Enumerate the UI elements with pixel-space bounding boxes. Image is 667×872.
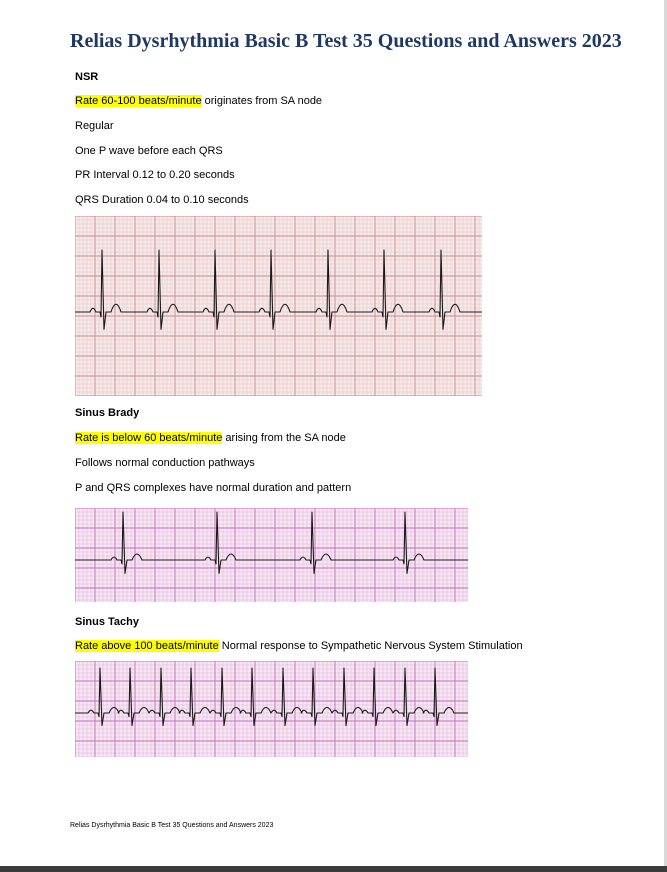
nsr-line-regular: Regular <box>75 120 114 132</box>
tachy-rate-highlight: Rate above 100 beats/minute <box>75 640 219 652</box>
nsr-rate-line <box>75 95 322 107</box>
nsr-line-p-wave: One P wave before each QRS <box>75 145 223 157</box>
brady-rate-highlight: Rate is below 60 beats/minute <box>75 432 223 444</box>
nsr-heading: NSR <box>75 71 99 83</box>
brady-heading: Sinus Brady <box>75 407 140 419</box>
page-footer: Relias Dysrhythmia Basic B Test 35 Questions and Answers 2023 <box>70 822 274 829</box>
tachy-rate-line <box>75 640 523 652</box>
nsr-rate-highlight: Rate 60-100 beats/minute <box>75 95 202 107</box>
viewer-bottom-bar <box>0 866 667 872</box>
brady-line-conduction: Follows normal conduction pathways <box>75 457 255 469</box>
tachy-ecg-strip <box>75 661 468 757</box>
brady-rate-rest: arising from the SA node <box>222 432 346 444</box>
nsr-ecg-strip <box>75 216 482 396</box>
ecg-grid-background <box>75 216 482 396</box>
tachy-rate-rest: Normal response to Sympathetic Nervous System Stimulation <box>218 640 523 652</box>
brady-ecg-strip <box>75 508 468 602</box>
brady-line-complexes: P and QRS complexes have normal duration and pattern <box>75 482 352 494</box>
nsr-line-qrs-duration: QRS Duration 0.04 to 0.10 seconds <box>75 194 249 206</box>
brady-rate-line <box>75 432 346 444</box>
nsr-rate-rest: originates from SA node <box>201 95 323 107</box>
nsr-line-pr-interval: PR Interval 0.12 to 0.20 seconds <box>75 169 235 181</box>
document-title: Relias Dysrhythmia Basic B Test 35 Questions and Answers 2023 <box>70 30 622 52</box>
tachy-heading: Sinus Tachy <box>75 616 139 628</box>
